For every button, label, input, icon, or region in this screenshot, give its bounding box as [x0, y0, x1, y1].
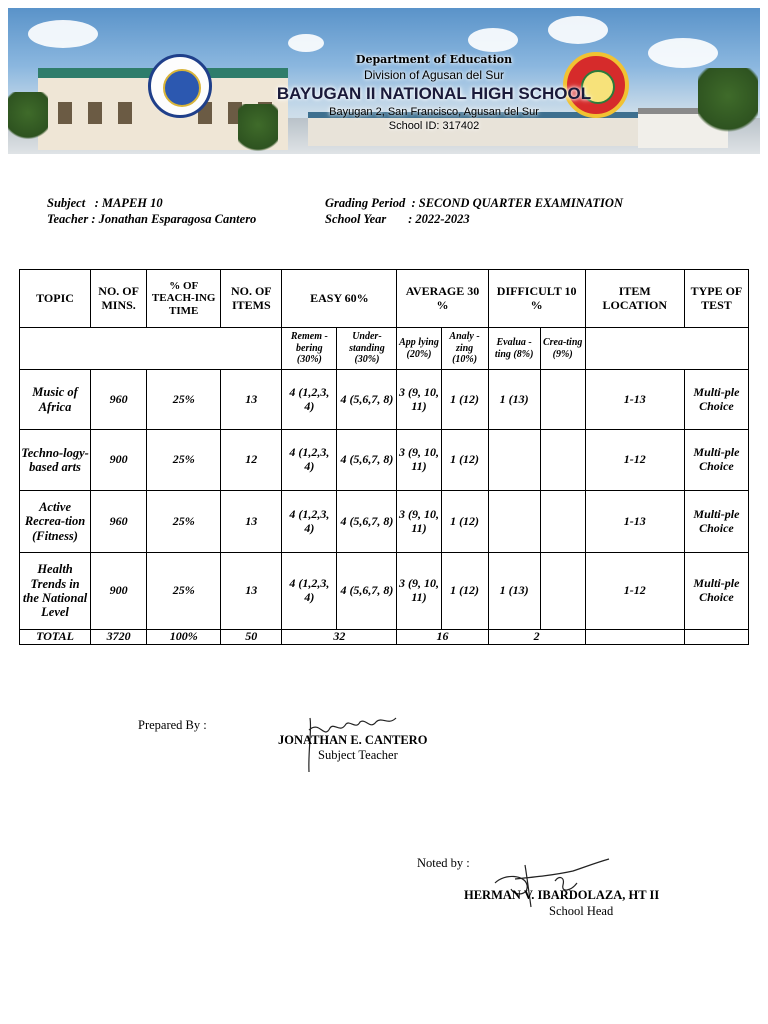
- subheader-evaluating: Evalua -ting (8%): [488, 328, 540, 370]
- row-analyzing: 1 (12): [441, 370, 488, 430]
- row-items: 12: [221, 430, 282, 491]
- row-percent: 25%: [147, 370, 221, 430]
- row-items: 13: [221, 491, 282, 553]
- subheader-applying: App lying (20%): [397, 328, 441, 370]
- header-difficult: DIFFICULT 10 %: [488, 270, 585, 328]
- header-percent: % OF TEACH-ING TIME: [147, 270, 221, 328]
- total-percent: 100%: [147, 630, 221, 645]
- subheader-remembering: Remem -bering (30%): [282, 328, 337, 370]
- table-row: [20, 370, 749, 430]
- row-type: Multi-ple Choice: [684, 553, 748, 630]
- school-id: School ID: 317402: [388, 120, 480, 132]
- noted-by-label: Noted by :: [417, 856, 470, 870]
- row-understanding: 4 (5,6,7, 8): [337, 553, 397, 630]
- row-mins: 960: [91, 370, 147, 430]
- table-row: [20, 491, 749, 553]
- school-banner: [8, 8, 760, 154]
- subject-line: [47, 196, 163, 211]
- prepared-by-name: JONATHAN E. CANTERO: [278, 733, 428, 747]
- row-topic: Active Recrea-tion (Fitness): [20, 491, 91, 553]
- grading-period-line: [325, 196, 623, 211]
- header-mins: NO. OF MINS.: [91, 270, 147, 328]
- row-percent: 25%: [147, 430, 221, 491]
- row-items: 13: [221, 553, 282, 630]
- total-mins: 3720: [91, 630, 147, 645]
- school-address: Bayugan 2, San Francisco, Agusan del Sur: [329, 106, 539, 118]
- row-understanding: 4 (5,6,7, 8): [337, 370, 397, 430]
- header-location: ITEM LOCATION: [585, 270, 684, 328]
- total-difficult: 2: [488, 630, 585, 645]
- row-applying: 3 (9, 10, 11): [397, 370, 441, 430]
- total-label: TOTAL: [20, 630, 91, 645]
- row-understanding: 4 (5,6,7, 8): [337, 491, 397, 553]
- school-year-line: [325, 212, 470, 227]
- row-location: 1-12: [585, 553, 684, 630]
- row-remembering: 4 (1,2,3, 4): [282, 370, 337, 430]
- prepared-by-label: Prepared By :: [138, 718, 207, 732]
- header-easy: EASY 60%: [282, 270, 397, 328]
- prepared-by-title: Subject Teacher: [318, 748, 398, 762]
- table-of-specification: [19, 269, 749, 645]
- row-analyzing: 1 (12): [441, 430, 488, 491]
- year-value: : 2022-2023: [408, 212, 470, 226]
- row-creating: [540, 430, 585, 491]
- subject-value: MAPEH 10: [101, 196, 163, 210]
- subheader-analyzing: Analy -zing (10%): [441, 328, 488, 370]
- row-mins: 960: [91, 491, 147, 553]
- row-mins: 900: [91, 430, 147, 491]
- teacher-value: Jonathan Esparagosa Cantero: [98, 212, 257, 226]
- row-type: Multi-ple Choice: [684, 491, 748, 553]
- row-creating: [540, 553, 585, 630]
- row-items: 13: [221, 370, 282, 430]
- row-applying: 3 (9, 10, 11): [397, 430, 441, 491]
- subheader-blank-right: [585, 328, 748, 370]
- row-remembering: 4 (1,2,3, 4): [282, 553, 337, 630]
- row-percent: 25%: [147, 553, 221, 630]
- department-name: Department of Education: [355, 53, 513, 66]
- period-label: Grading Period: [325, 196, 406, 210]
- row-mins: 900: [91, 553, 147, 630]
- total-items: 50: [221, 630, 282, 645]
- table-row: [20, 553, 749, 630]
- row-understanding: 4 (5,6,7, 8): [337, 430, 397, 491]
- noted-by-title: School Head: [549, 904, 614, 918]
- division-name: Division of Agusan del Sur: [363, 68, 505, 82]
- subheader-understanding: Under-standing (30%): [337, 328, 397, 370]
- subheader-creating: Crea-ting (9%): [540, 328, 585, 370]
- year-label: School Year: [325, 212, 387, 226]
- row-creating: [540, 491, 585, 553]
- noted-by-name: HERMAN V. IBARDOLAZA, HT II: [464, 888, 660, 902]
- header-items: NO. OF ITEMS: [221, 270, 282, 328]
- row-remembering: 4 (1,2,3, 4): [282, 491, 337, 553]
- total-location-blank: [585, 630, 684, 645]
- row-evaluating: 1 (13): [488, 553, 540, 630]
- total-easy: 32: [282, 630, 397, 645]
- row-remembering: 4 (1,2,3, 4): [282, 430, 337, 491]
- row-type: Multi-ple Choice: [684, 430, 748, 491]
- row-type: Multi-ple Choice: [684, 370, 748, 430]
- total-average: 16: [397, 630, 488, 645]
- row-evaluating: [488, 430, 540, 491]
- school-name: BAYUGAN II NATIONAL HIGH SCHOOL: [276, 84, 592, 103]
- row-topic: Health Trends in the National Level: [20, 553, 91, 630]
- teacher-line: [47, 212, 256, 227]
- row-topic: Techno-logy-based arts: [20, 430, 91, 491]
- row-analyzing: 1 (12): [441, 553, 488, 630]
- subject-label: Subject :: [47, 196, 99, 210]
- subheader-row: [20, 328, 749, 370]
- header-topic: TOPIC: [20, 270, 91, 328]
- period-value: : SECOND QUARTER EXAMINATION: [411, 196, 623, 210]
- teacher-label: Teacher :: [47, 212, 96, 226]
- row-location: 1-13: [585, 370, 684, 430]
- total-type-blank: [684, 630, 748, 645]
- row-applying: 3 (9, 10, 11): [397, 553, 441, 630]
- row-analyzing: 1 (12): [441, 491, 488, 553]
- row-percent: 25%: [147, 491, 221, 553]
- header-average: AVERAGE 30 %: [397, 270, 488, 328]
- row-evaluating: [488, 491, 540, 553]
- row-location: 1-13: [585, 491, 684, 553]
- subheader-blank: [20, 328, 282, 370]
- row-topic: Music of Africa: [20, 370, 91, 430]
- table-row: [20, 430, 749, 491]
- total-row: [20, 630, 749, 645]
- row-location: 1-12: [585, 430, 684, 491]
- row-evaluating: 1 (13): [488, 370, 540, 430]
- header-row: [20, 270, 749, 328]
- row-applying: 3 (9, 10, 11): [397, 491, 441, 553]
- header-type: TYPE OF TEST: [684, 270, 748, 328]
- row-creating: [540, 370, 585, 430]
